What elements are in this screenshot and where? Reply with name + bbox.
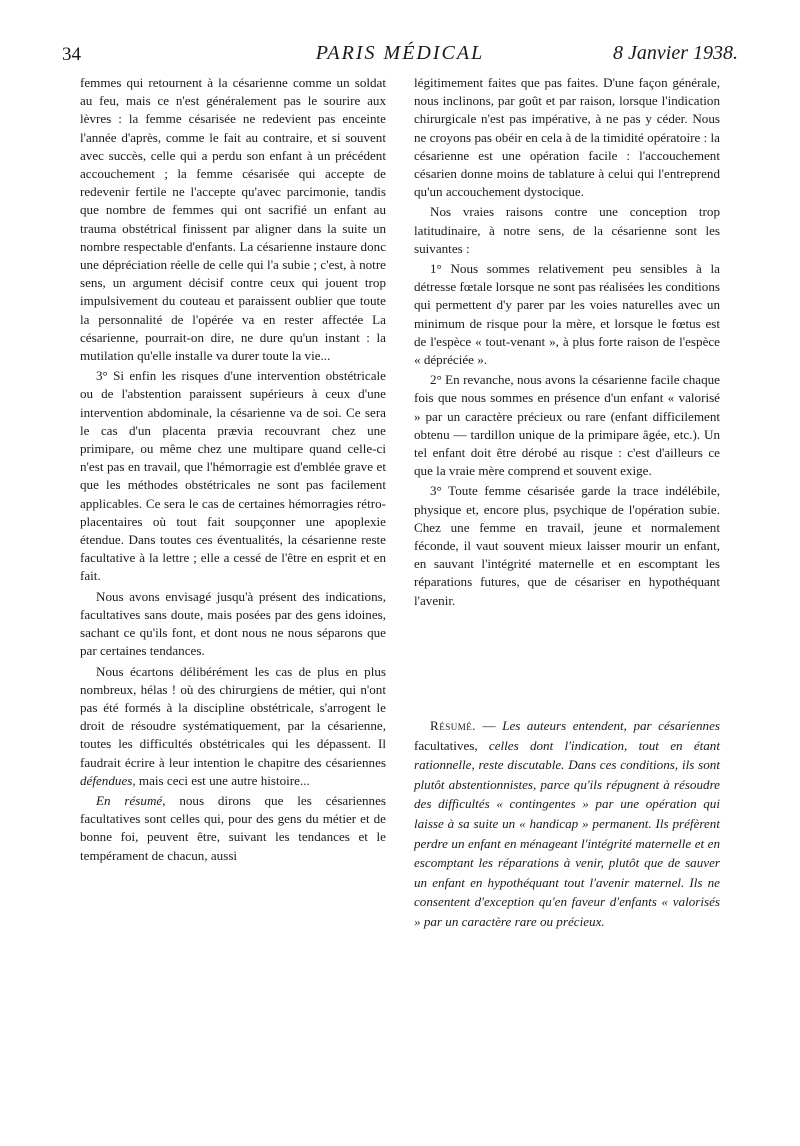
paragraph: légitimement faites que pas faites. D'une façon générale, nous inclinons, par goût et par raison, lorsque l'indication chirurgicale n'est pas impérative, à ne pas y céder. Nous ne croyons pas obéir en cela à de la timidité opératoire : la césarienne est une opération facile : l'accouchement césarien donne moins de tablature à celui qui l'entreprend qu'un accouchement dystocique. bbox=[414, 75, 720, 200]
right-column bbox=[414, 74, 720, 610]
paragraph: femmes qui retournent à la césarienne comme un soldat au feu, mais ce n'est généralement pas le sourire aux lèvres : la femme césarisée ne redevient pas enceinte l'année d'après, comme le fait au contraire, et si souvent avec succès, celle qui a perdu son enfant à un précédent accouchement ; la femme césarisée qui accepte de redevenir fertile ne l'accepte qu'avec parcimonie, tandis que nombre de femmes qui ont sacrifié un enfant au trauma obstétrical finissent par aligner dans la suite un nombre respectable d'enfants. La césarienne instaure donc une dépréciation réelle de celle qui l'a subie ; c'est, à notre sens, un argument décisif contre ceux qui jouent trop impulsivement du couteau et paraissent oublier que toute la personnalité de l'opérée va en rester affectée La césarienne, pourrait-on dire, ne dure qu'un instant : la mutilation qu'elle installe va durer toute la vie... bbox=[80, 75, 386, 364]
summary-dash: — bbox=[476, 718, 503, 733]
emphasis-text: En résumé bbox=[96, 792, 163, 808]
paragraph: 3° Toute femme césarisée garde la trace indélébile, physique et, encore plus, psychique de l'opération subie. Chez une femme en travail, jeune et normalement féconde, il vaut souvent mieux laisser mourir un enfant, en sauvant l'intégrité maternelle et en escomptant les réparations futures, que de césariser en hypothéquant l'avenir. bbox=[414, 483, 720, 608]
summary-text: Les auteurs entendent, par césariennes bbox=[502, 718, 720, 733]
summary-text: celles dont l'indication, tout en étant rationnelle, reste discutable. Dans ces conditions, ils sont plutôt abstentionnistes, parce qu'ils répugnent à résoudre des difficultés « contingentes » par une opération qui laisse à sa suite un « handicap » permanent. Ils préfèrent perdre un enfant en ménageant l'intégrité maternelle et en escomptant les réparations à venir, plutôt que de sauver un enfant en hypothéquant tout l'avenir maternel. Ils ne consentent d'exception qu'en faveur d'enfants « valorisés » par un caractère rare ou précieux. bbox=[414, 737, 720, 929]
paragraph-text: Nous écartons délibérément les cas de plus en plus nombreux, hélas ! où des chirurgiens de métier, qui n'ont pas été formés à la discipline obstétricale, s'arrogent le droit de résoudre systématiquement, par la césarienne, toutes les difficultés obstétricales qui les dépassent. Il faudrait écrire à leur intention le chapitre des césariennes bbox=[80, 663, 386, 770]
summary-text: facultatives, bbox=[414, 737, 489, 753]
running-title: PARIS MÉDICAL bbox=[315, 42, 485, 64]
summary-block bbox=[414, 716, 720, 932]
page-header bbox=[62, 40, 738, 70]
paragraph: 3° Si enfin les risques d'une intervention obstétricale ou de l'abstention paraissent supérieurs à ceux d'une intervention abdominale, la césarienne va de soi. Ce sera le cas d'un placenta prævia recouvrant chez une primipare, ou même chez une multipare quand celle-ci n'est pas en travail, que l'hémorragie est d'emblée grave et que les méthodes obstétricales ne sont pas facilement applicables. Ce sera le cas de certaines hémorragies rétro-placentaires où tout fait soupçonner une apoplexie étendue. Dans toutes ces éventualités, la césarienne reste facultative à la lettre ; elle a cessé de l'être en esprit et en fait. bbox=[80, 368, 386, 584]
paragraph: 1° Nous sommes relativement peu sensibles à la détresse fœtale lorsque ne sont pas réalisées les conditions qui permettent d'y parer par les voies naturelles avec un minimum de risque pour la mère, et lorsque le fœtus est de l'espèce « tout-venant », à plus forte raison de l'espèce « dépréciée ». bbox=[414, 261, 720, 368]
paragraph-text: , nous dirons que les césariennes facultatives sont celles qui, pour des gens du métier et de bonne foi, peuvent être, suivant les tendances et le tempérament de chacun, aussi bbox=[80, 792, 386, 863]
issue-date: 8 Janvier 1938. bbox=[613, 42, 738, 64]
paragraph: Nos vraies raisons contre une conception trop latitudinaire, à notre sens, de la césarienne sont les suivantes : bbox=[414, 204, 720, 256]
emphasis-text: défendues bbox=[80, 772, 133, 788]
paragraph-text: , mais ceci est une autre histoire... bbox=[132, 772, 310, 788]
left-column bbox=[80, 74, 386, 865]
page-number: 34 bbox=[62, 44, 81, 65]
paragraph: 2° En revanche, nous avons la césarienne facile chaque fois que nous sommes en présence d'un enfant « valorisé » par un caractère précieux ou rare (enfant difficilement obtenu — tardillon unique de la primipare âgée, etc.). Un tel enfant doit être dérobé au risque : c'est d'ailleurs ce que la vraie mère comprend et souvent exige. bbox=[414, 372, 720, 479]
paragraph bbox=[80, 663, 386, 790]
paragraph: Nous avons envisagé jusqu'à présent des indications, facultatives sans doute, mais posées par des gens idoines, sachant ce qu'ils font, et dont nous ne nous séparons que par certaines tendances. bbox=[80, 588, 386, 659]
paragraph bbox=[80, 792, 386, 865]
summary-label: Résumé. bbox=[430, 718, 477, 733]
